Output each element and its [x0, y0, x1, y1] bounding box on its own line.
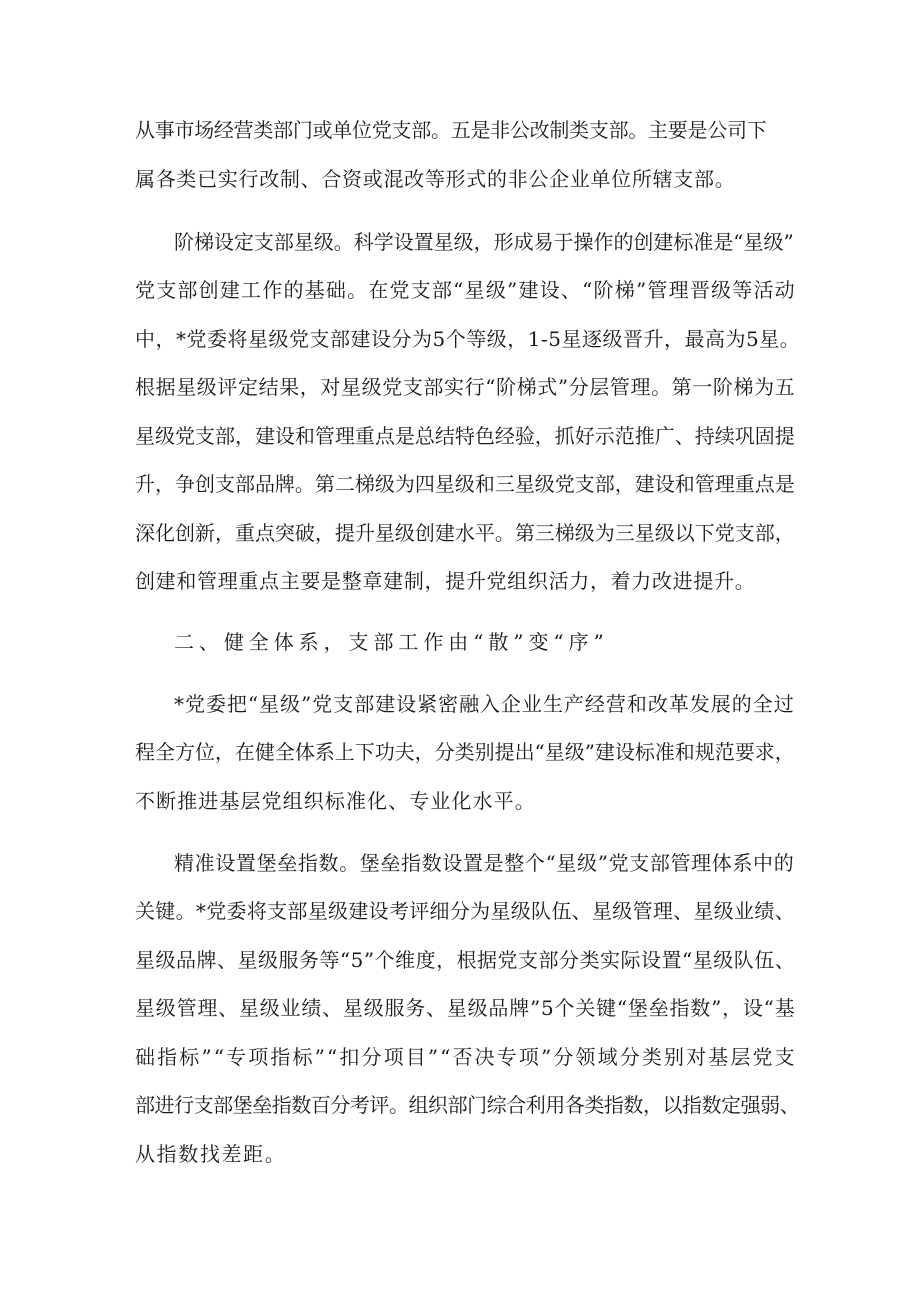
paragraph-line: 精准设置堡垒指数。堡垒指数设置是整个“星级”党支部管理体系中的: [174, 851, 795, 875]
paragraph-line: 升，争创支部品牌。第二梯级为四星级和三星级党支部，建设和管理重点是: [135, 472, 795, 496]
paragraph-line: *党委把“星级”党支部建设紧密融入企业生产经营和改革发展的全过: [174, 692, 795, 716]
paragraph-line: 党支部创建工作的基础。在党支部“星级”建设、“阶梯”管理晋级等活动: [135, 278, 796, 302]
paragraph-line: 属各类已实行改制、合资或混改等形式的非公企业单位所辖支部。: [135, 167, 736, 191]
paragraph-line: 根据星级评定结果，对星级党支部实行“阶梯式”分层管理。第一阶梯为五: [135, 375, 796, 399]
paragraph-line: 中，*党委将星级党支部建设分为5个等级，1-5星逐级晋升，最高为5星。: [135, 327, 801, 351]
paragraph-line: 从事市场经营类部门或单位党支部。五是非公改制类支部。主要是公司下: [135, 118, 767, 142]
paragraph-line: 星级党支部，建设和管理重点是总结特色经验，抓好示范推广、持续巩固提: [135, 424, 795, 448]
paragraph-line: 深化创新，重点突破，提升星级创建水平。第三梯级为三星级以下党支部，: [135, 521, 795, 545]
paragraph-line: 部进行支部堡垒指数百分考评。组织部门综合利用各类指数，以指数定强弱、: [135, 1093, 800, 1117]
paragraph-line: 星级品牌、星级服务等“5”个维度，根据党支部分类实际设置“星级队伍、: [135, 948, 796, 972]
paragraph-line: 创建和管理重点主要是整章建制，提升党组织活力，着力改进提升。: [135, 569, 756, 593]
paragraph-line: 从指数找差距。: [135, 1142, 287, 1166]
paragraph-line: 关键。*党委将支部星级建设考评细分为星级队伍、星级管理、星级业绩、: [135, 899, 795, 923]
section-heading: 二、健全体系，支部工作由“散”变“序”: [174, 630, 609, 654]
paragraph-line: 程全方位，在健全体系上下功夫，分类别提出“星级”建设标准和规范要求，: [135, 740, 795, 764]
paragraph-line: 不断推进基层党组织标准化、专业化水平。: [135, 789, 536, 813]
paragraph-line: 星级管理、星级业绩、星级服务、星级品牌”5个关键“堡垒指数”，设“基: [135, 996, 796, 1020]
paragraph-line: 础指标”“专项指标”“扣分项目”“否决专项”分领域分类别对基层党支: [135, 1045, 797, 1069]
paragraph-line: 阶梯设定支部星级。科学设置星级，形成易于操作的创建标准是“星级”: [174, 230, 794, 254]
